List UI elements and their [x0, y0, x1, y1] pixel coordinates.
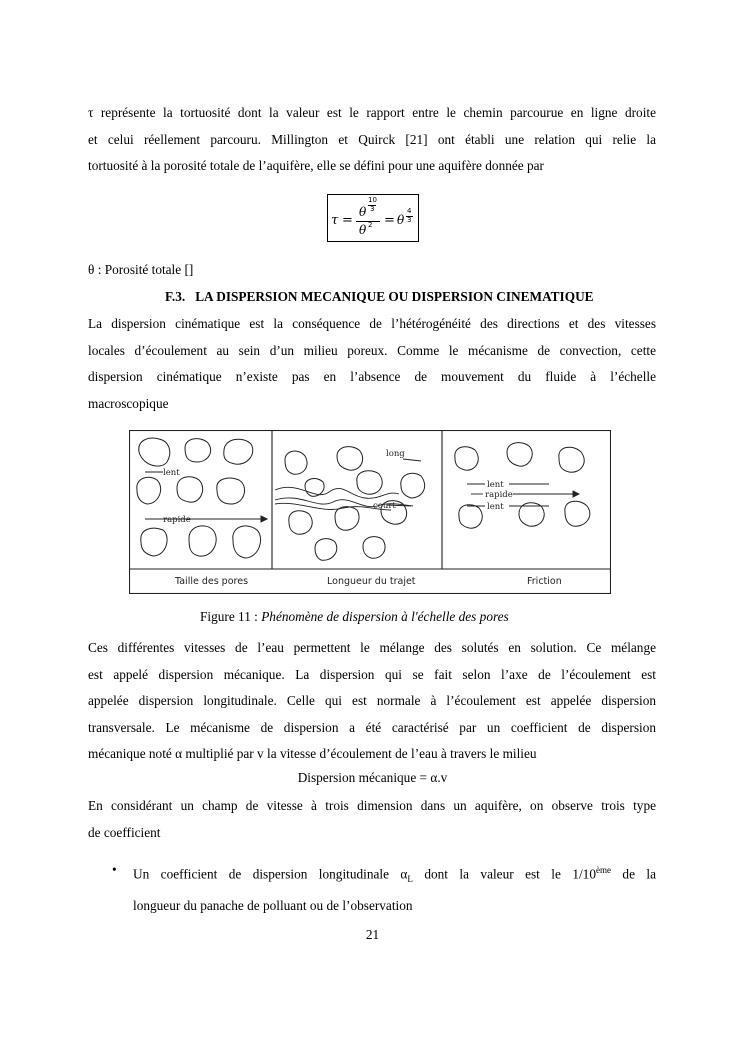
grain	[233, 526, 261, 558]
intro-paragraph	[88, 100, 656, 180]
formula-equals: =	[342, 213, 353, 228]
panel2-grains	[285, 447, 425, 561]
grain	[185, 439, 211, 462]
formula-rhs-exp-den: 3	[407, 216, 412, 224]
paragraph-line: est appelé dispersion mécanique. La dispersion qui se fait selon l’axe de l’écoulement est	[88, 666, 656, 682]
bullet-line: longueur du panache de polluant ou de l’observation	[133, 897, 413, 913]
formula-rhs-theta: θ	[397, 213, 405, 227]
caption-prefix: Figure 11 :	[200, 609, 262, 624]
arrow-rapide-head	[573, 491, 579, 497]
figure-pore-dispersion	[129, 430, 611, 594]
label-rapide: rapide	[163, 515, 191, 525]
intro-line: tortuosité à la porosité totale de l’aquifère, elle se défini pour une aquifère donnée par	[88, 158, 544, 173]
formula-num-exp-den: 3	[370, 205, 375, 213]
bullet-superscript: ème	[595, 865, 611, 875]
formula-tau: τ	[331, 213, 339, 228]
formula-equals-2: =	[384, 213, 395, 228]
intro-line: τ représente la tortuosité dont la valeur est le rapport entre le chemin parcourue en ligne droite	[88, 105, 656, 120]
panel3-grains	[455, 443, 590, 529]
formula-num-exp: 10	[368, 196, 377, 204]
grain	[217, 478, 245, 504]
panel-label-friction: Friction	[527, 576, 562, 587]
intro-line: et celui réellement parcouru. Millington et Quirck [21] ont établi une relation qui relie la	[88, 131, 656, 147]
grain	[141, 528, 167, 556]
grain	[224, 439, 253, 464]
grain	[559, 447, 584, 472]
bullet-item	[133, 857, 656, 919]
grain	[357, 471, 382, 494]
bullet-text: Un coefficient de dispersion longitudinale α	[133, 866, 408, 882]
coefficient-paragraph	[88, 793, 656, 846]
bullet-text: dont la valeur est le 1/10	[412, 866, 596, 882]
bullet-text: de la	[610, 866, 657, 882]
bullet-line	[133, 857, 656, 893]
grain	[455, 447, 478, 470]
panel-label-path-length: Longueur du trajet	[327, 576, 416, 587]
grain	[315, 539, 337, 561]
caption-title: Phénomène de dispersion à l'échelle des pores	[261, 609, 509, 624]
grain	[363, 537, 385, 559]
paragraph-line: La dispersion cinématique est la conséquence de l’hétérogénéité des directions et des vitesses	[88, 316, 656, 331]
dispersion-equation: Dispersion mécanique = α.v	[297, 770, 448, 785]
formula-den-theta: θ	[359, 223, 367, 237]
formula-num-theta: θ	[359, 205, 367, 219]
label-long: long	[386, 449, 405, 459]
label-lent: lent	[163, 468, 180, 478]
label-lent: lent	[487, 502, 504, 512]
paragraph-line: En considérant un champ de vitesse à trois dimension dans un aquifère, on observe trois type	[88, 798, 656, 813]
mixing-paragraph	[88, 635, 656, 768]
tortuosity-formula	[327, 194, 419, 242]
grain	[137, 477, 161, 504]
paragraph-line: appelée dispersion longitudinale. Celle qui est normale à l’écoulement est appelée dispersion	[88, 693, 656, 708]
figure-caption	[200, 609, 509, 625]
grain	[459, 505, 482, 528]
page-number: 21	[365, 927, 380, 942]
grain	[177, 477, 203, 502]
grain	[335, 507, 359, 531]
grain	[565, 501, 590, 526]
paragraph-line: de coefficient	[88, 824, 161, 840]
grain	[285, 451, 307, 474]
paragraph-line: mécanique noté α multiplié par v la vitesse d’écoulement de l’eau à travers le milieu	[88, 746, 537, 761]
bullet-marker: •	[112, 862, 117, 877]
grain	[337, 447, 363, 471]
panel3-arrows	[467, 484, 579, 506]
label-rapide: rapide	[485, 490, 513, 500]
paragraph-line: Ces différentes vitesses de l’eau permettent le mélange des solutés en solution. Ce mélange	[88, 640, 656, 655]
arrow-long	[403, 459, 421, 461]
panel-label-pore-size: Taille des pores	[175, 576, 249, 587]
label-court: court	[373, 501, 396, 511]
arrow-fast-head	[261, 516, 267, 522]
label-lent: lent	[487, 480, 504, 490]
grain	[189, 526, 216, 556]
formula-rhs-exp-num: 4	[407, 207, 412, 215]
grain	[139, 438, 170, 466]
paragraph-line: locales d’écoulement au sein d’un milieu poreux. Comme le mécanisme de convection, cette	[88, 342, 656, 358]
paragraph-line: macroscopique	[88, 395, 169, 411]
grain	[507, 443, 532, 467]
section-heading	[165, 289, 594, 305]
section-title: LA DISPERSION MECANIQUE OU DISPERSION CINEMATIQUE	[195, 289, 594, 304]
grain	[289, 511, 312, 534]
formula-den-exp: 2	[368, 221, 373, 229]
grain	[401, 473, 425, 498]
panel1-grains	[137, 438, 261, 558]
dispersion-paragraph	[88, 311, 656, 417]
porosity-definition: θ : Porosité totale []	[88, 262, 194, 277]
section-number: F.3.	[165, 289, 186, 304]
bullet-subscript: L	[407, 874, 413, 885]
paragraph-line: transversale. Le mécanisme de dispersion a été caractérisé par un coefficient de dispersion	[88, 719, 656, 735]
paragraph-line: dispersion cinématique n’existe pas en l’absence de mouvement du fluide à l’échelle	[88, 369, 656, 384]
